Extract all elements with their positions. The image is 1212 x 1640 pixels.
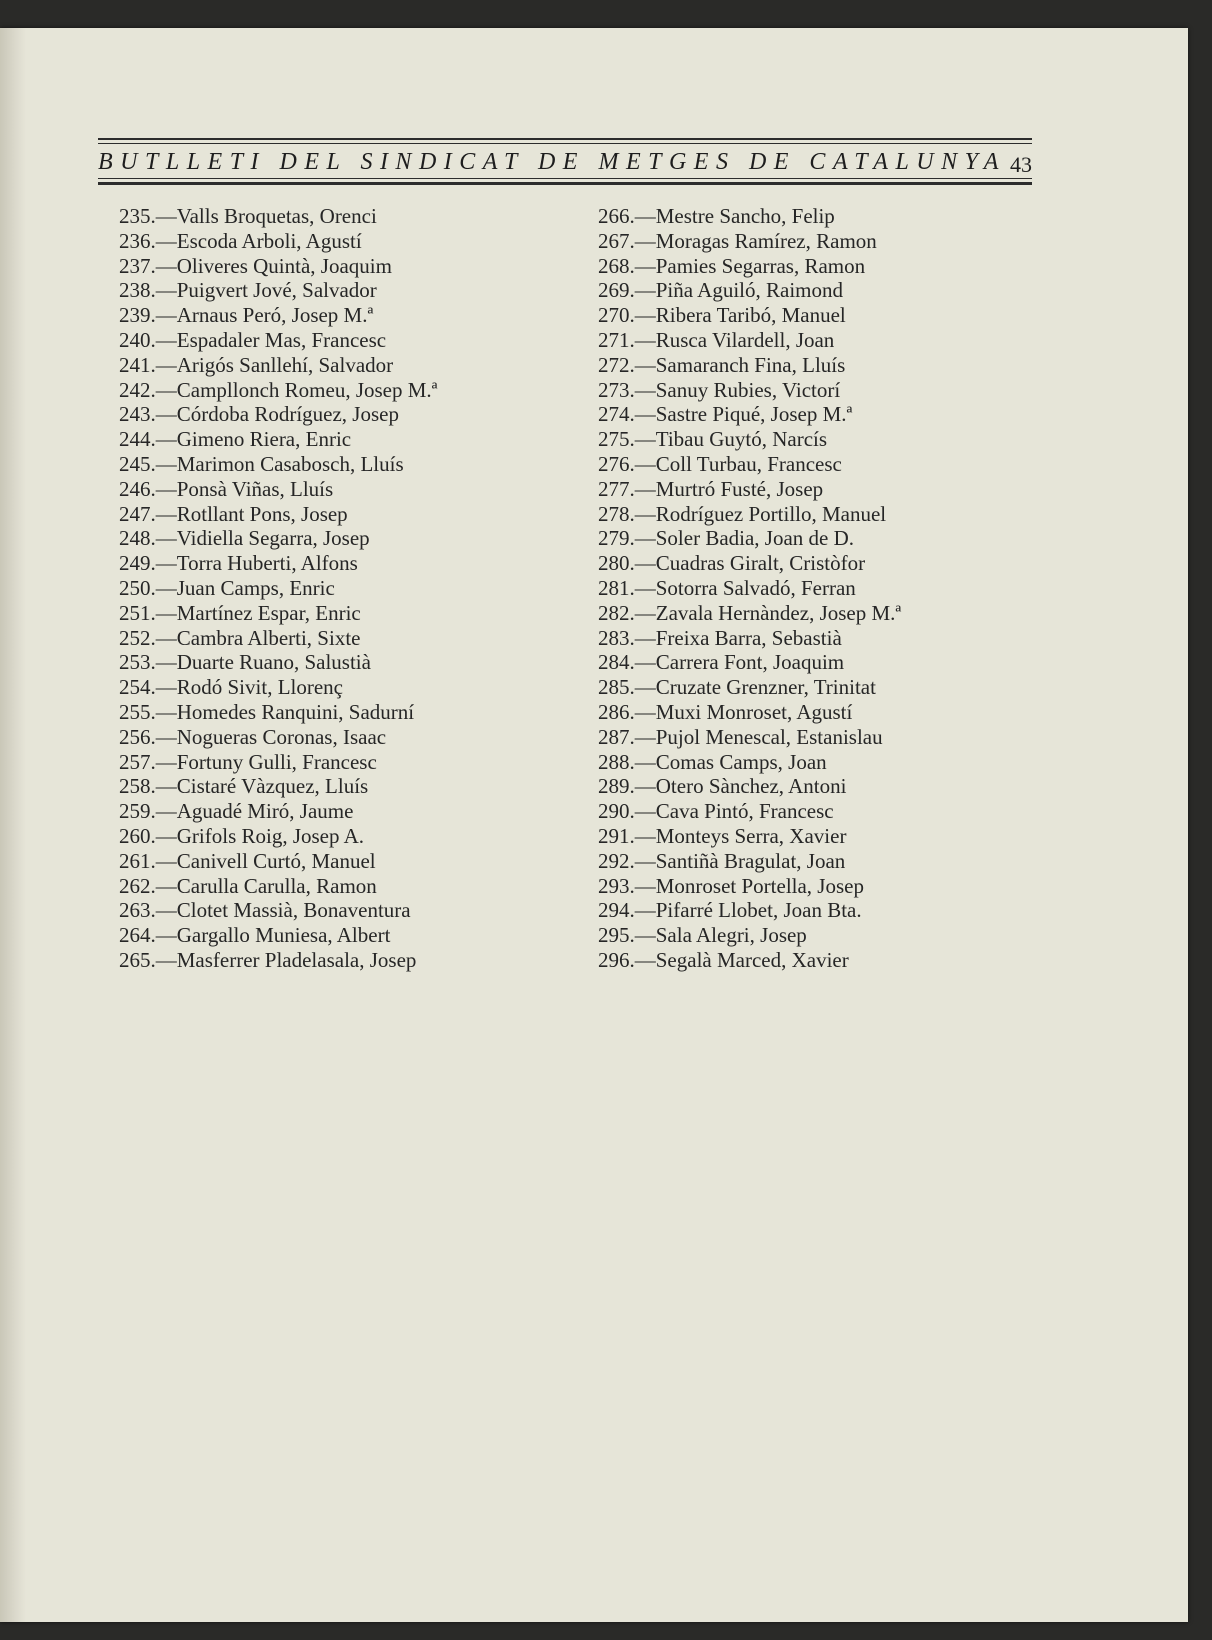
member-entry: 238.—Puigvert Jové, Salvador (119, 278, 377, 303)
member-entry: 246.—Ponsà Viñas, Lluís (119, 476, 334, 501)
member-entry: 251.—Martínez Espar, Enric (119, 600, 361, 625)
member-entry: 237.—Oliveres Quintà, Joaquim (119, 253, 392, 278)
member-list-left (119, 204, 437, 973)
page-spine-shadow (0, 28, 26, 1622)
member-entry: 280.—Cuadras Giralt, Cristòfor (598, 551, 866, 576)
member-entry: 244.—Gimeno Riera, Enric (119, 427, 352, 452)
member-entry: 269.—Piña Aguiló, Raimond (598, 278, 844, 303)
member-entry: 258.—Cistaré Vàzquez, Lluís (119, 774, 369, 799)
member-entry: 267.—Moragas Ramírez, Ramon (598, 228, 877, 253)
member-entry: 277.—Murtró Fusté, Josep (598, 476, 824, 501)
member-entry: 295.—Sala Alegri, Josep (598, 923, 807, 948)
member-entry: 294.—Pifarré Llobet, Joan Bta. (598, 898, 862, 923)
member-entry: 265.—Masferrer Pladelasala, Josep (119, 947, 417, 972)
member-entry: 254.—Rodó Sivit, Llorenç (119, 675, 343, 700)
member-entry: 278.—Rodríguez Portillo, Manuel (598, 501, 887, 526)
member-entry: 290.—Cava Pintó, Francesc (598, 799, 834, 824)
member-entry: 250.—Juan Camps, Enric (119, 575, 335, 600)
member-entry: 272.—Samaranch Fina, Lluís (598, 352, 846, 377)
member-entry: 275.—Tibau Guytó, Narcís (598, 427, 828, 452)
member-entry: 240.—Espadaler Mas, Francesc (119, 327, 387, 352)
member-entry: 257.—Fortuny Gulli, Francesc (119, 749, 377, 774)
member-entry: 296.—Segalà Marced, Xavier (598, 947, 849, 972)
member-entry: 249.—Torra Huberti, Alfons (119, 551, 358, 576)
member-entry: 255.—Homedes Ranquini, Sadurní (119, 699, 415, 724)
member-entry: 256.—Nogueras Coronas, Isaac (119, 724, 387, 749)
header-rule (98, 182, 1032, 185)
member-entry: 268.—Pamies Segarras, Ramon (598, 253, 866, 278)
member-entry: 282.—Zavala Hernàndez, Josep M.ª (598, 600, 902, 625)
member-entry: 247.—Rotllant Pons, Josep (119, 501, 348, 526)
running-header (98, 108, 1032, 188)
member-entry: 239.—Arnaus Peró, Josep M.ª (119, 303, 374, 328)
header-rule (98, 143, 1032, 144)
member-entry: 292.—Santiñà Bragulat, Joan (598, 848, 846, 873)
member-entry: 263.—Clotet Massià, Bonaventura (119, 898, 411, 923)
member-entry: 273.—Sanuy Rubies, Victorí (598, 377, 841, 402)
member-entry: 271.—Rusca Vilardell, Joan (598, 327, 835, 352)
member-entry: 242.—Campllonch Romeu, Josep M.ª (119, 377, 438, 402)
member-entry: 293.—Monroset Portella, Josep (598, 873, 864, 898)
member-entry: 264.—Gargallo Muniesa, Albert (119, 923, 391, 948)
member-entry: 253.—Duarte Ruano, Salustià (119, 650, 371, 675)
member-entry: 236.—Escoda Arboli, Agustí (119, 228, 362, 253)
member-entry: 262.—Carulla Carulla, Ramon (119, 873, 377, 898)
member-entry: 270.—Ribera Taribó, Manuel (598, 303, 846, 328)
member-entry: 243.—Córdoba Rodríguez, Josep (119, 402, 399, 427)
member-entry: 259.—Aguadé Miró, Jaume (119, 799, 354, 824)
member-entry: 291.—Monteys Serra, Xavier (598, 823, 847, 848)
member-entry: 274.—Sastre Piqué, Josep M.ª (598, 402, 853, 427)
member-list-right (598, 204, 901, 973)
header-rule (98, 138, 1032, 140)
member-entry: 245.—Marimon Casabosch, Lluís (119, 451, 404, 476)
member-entry: 287.—Pujol Menescal, Estanislau (598, 724, 883, 749)
member-entry: 252.—Cambra Alberti, Sixte (119, 625, 361, 650)
page-number: 43 (1010, 152, 1032, 177)
member-entry: 276.—Coll Turbau, Francesc (598, 451, 842, 476)
document-page (0, 28, 1188, 1622)
member-entry: 235.—Valls Broquetas, Orenci (119, 204, 377, 228)
member-entry: 283.—Freixa Barra, Sebastià (598, 625, 842, 650)
member-entry: 260.—Grifols Roig, Josep A. (119, 823, 365, 848)
member-entry: 248.—Vidiella Segarra, Josep (119, 526, 370, 551)
header-rule (98, 178, 1032, 179)
member-entry: 281.—Sotorra Salvadó, Ferran (598, 575, 856, 600)
member-entry: 285.—Cruzate Grenzner, Trinitat (598, 675, 876, 700)
member-entry: 266.—Mestre Sancho, Felip (598, 204, 835, 228)
member-entry: 279.—Soler Badia, Joan de D. (598, 526, 855, 551)
journal-title: BUTLLETI DEL SINDICAT DE METGES DE CATALUNYA (98, 149, 1006, 175)
member-entry: 289.—Otero Sànchez, Antoni (598, 774, 847, 799)
member-entry: 284.—Carrera Font, Joaquim (598, 650, 845, 675)
member-entry: 288.—Comas Camps, Joan (598, 749, 827, 774)
member-entry: 241.—Arigós Sanllehí, Salvador (119, 352, 394, 377)
member-entry: 261.—Canivell Curtó, Manuel (119, 848, 376, 873)
member-entry: 286.—Muxi Monroset, Agustí (598, 699, 853, 724)
